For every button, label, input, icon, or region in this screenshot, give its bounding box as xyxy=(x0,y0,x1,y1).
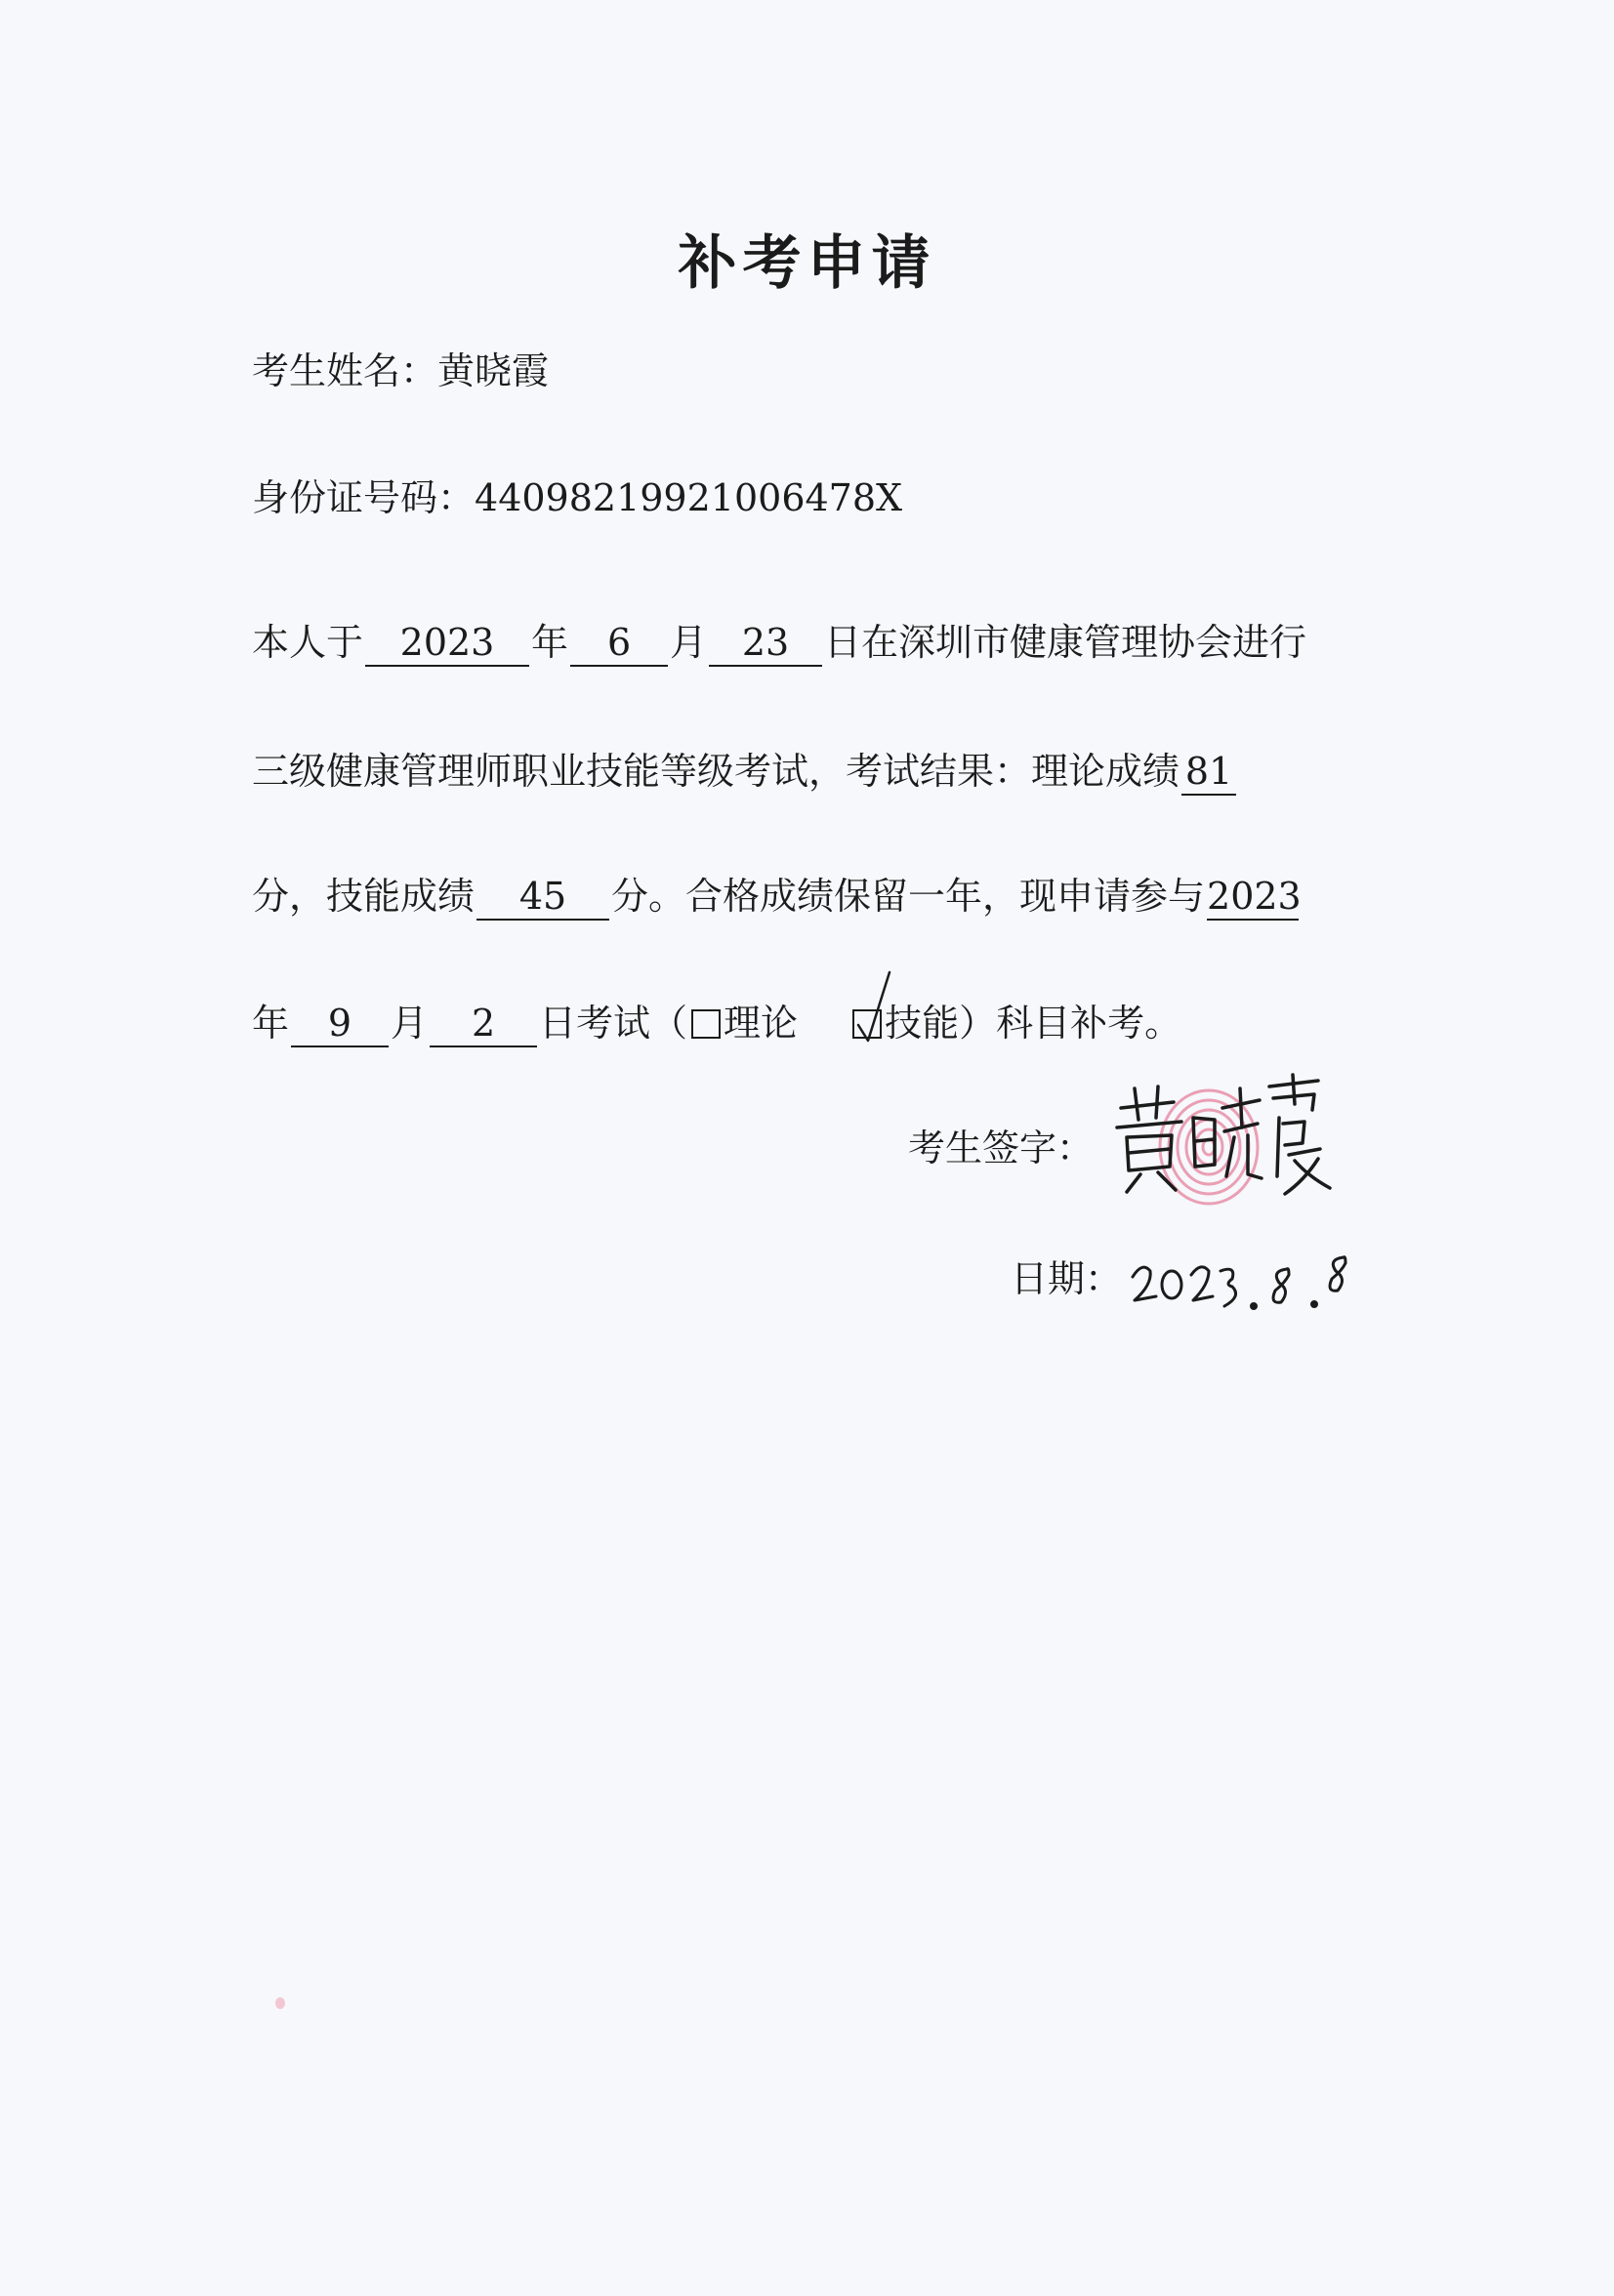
paragraph-line-4 xyxy=(252,996,1181,1050)
text-p4-end: ）科目补考。 xyxy=(959,1002,1182,1045)
id-row xyxy=(252,471,902,525)
theory-option-label: 理论 xyxy=(724,1002,799,1045)
skill-checkbox[interactable] xyxy=(852,1009,882,1039)
paragraph-line-1 xyxy=(252,615,1306,670)
handwritten-date xyxy=(1123,1232,1357,1330)
skill-option-label: 技能 xyxy=(885,1002,960,1045)
document-title: 补考申请 xyxy=(678,229,936,298)
text-p1-prefix: 本人于 xyxy=(252,621,364,664)
paragraph-line-3 xyxy=(252,869,1301,923)
text-p2: 三级健康管理师职业技能等级考试，考试结果：理论成绩 xyxy=(252,750,1180,793)
id-value: 44098219921006478X xyxy=(475,476,903,519)
name-value: 黄晓霞 xyxy=(437,349,550,392)
exam-year-field: 2023 xyxy=(365,620,529,667)
paragraph-line-2 xyxy=(252,744,1238,799)
text-p1-suffix: 日在深圳市健康管理协会进行 xyxy=(824,621,1307,664)
text-p3-mid: 分。合格成绩保留一年，现申请参与 xyxy=(611,875,1206,918)
text-month: 月 xyxy=(670,621,708,664)
makeup-day-field: 2 xyxy=(430,1001,537,1047)
date-label: 日期： xyxy=(1011,1257,1123,1300)
text-month-2: 月 xyxy=(391,1002,429,1045)
name-label: 考生姓名： xyxy=(252,349,438,392)
name-row xyxy=(252,344,549,398)
theory-checkbox[interactable] xyxy=(691,1009,721,1039)
handwritten-signature xyxy=(1113,1069,1338,1206)
text-p3-prefix: 分，技能成绩 xyxy=(252,875,476,918)
exam-month-field: 6 xyxy=(570,620,668,667)
checkmark-icon xyxy=(848,966,907,1045)
text-year-2: 年 xyxy=(252,1002,290,1045)
stain-mark xyxy=(275,1997,285,2009)
makeup-month-field: 9 xyxy=(291,1001,389,1047)
exam-day-field: 23 xyxy=(709,620,822,667)
skill-score-field: 45 xyxy=(476,874,609,921)
makeup-year-field: 2023 xyxy=(1207,874,1299,921)
id-label: 身份证号码： xyxy=(252,476,476,519)
text-p4-after-day: 日考试（ xyxy=(539,1002,688,1045)
theory-score-field: 81 xyxy=(1181,749,1236,796)
signature-label: 考生签字： xyxy=(908,1127,1095,1169)
text-year: 年 xyxy=(531,621,569,664)
